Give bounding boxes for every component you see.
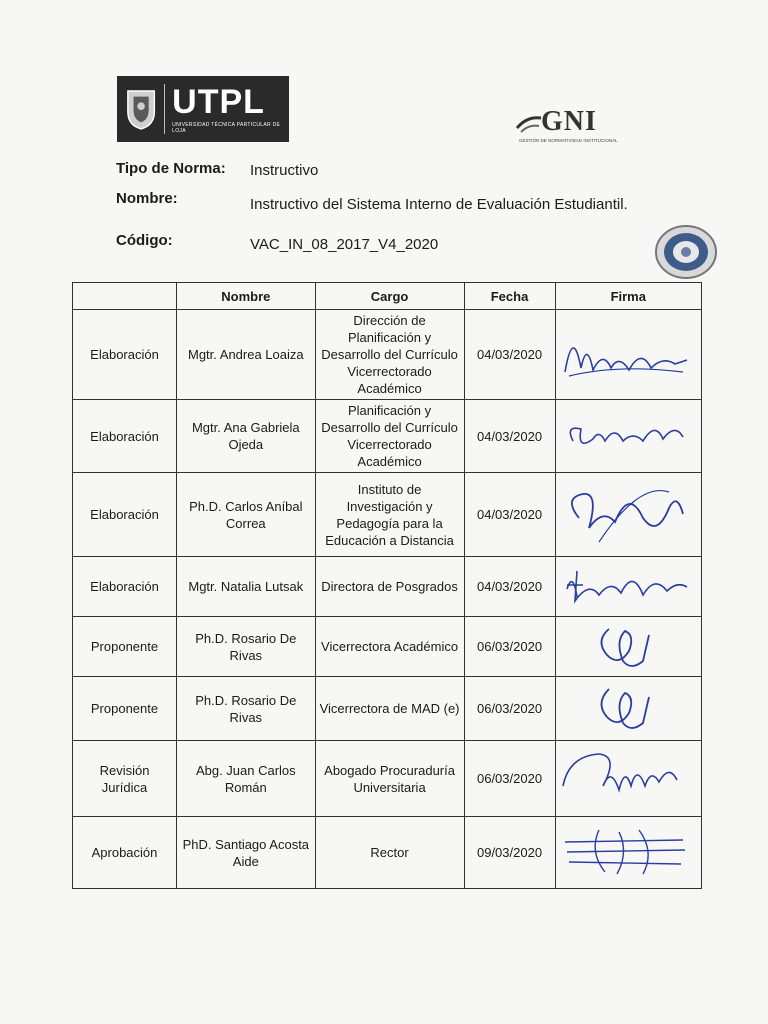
header-firma: Firma bbox=[555, 283, 701, 310]
table-row bbox=[73, 817, 702, 889]
table-row bbox=[73, 617, 702, 677]
table-row bbox=[73, 741, 702, 817]
cell-fecha: 04/03/2020 bbox=[464, 400, 555, 473]
signature-icon bbox=[559, 478, 693, 552]
cell-rol: Elaboración bbox=[73, 557, 177, 617]
table-header-row bbox=[73, 283, 702, 310]
cell-fecha: 06/03/2020 bbox=[464, 617, 555, 677]
utpl-subtitle: UNIVERSIDAD TÉCNICA PARTICULAR DE LOJA bbox=[172, 121, 281, 134]
cell-firma bbox=[555, 741, 701, 817]
header-nombre: Nombre bbox=[177, 283, 316, 310]
cell-fecha: 04/03/2020 bbox=[464, 310, 555, 400]
utpl-brand-text: UTPL bbox=[172, 82, 265, 121]
tipo-value: Instructivo bbox=[250, 162, 319, 179]
cell-rol: Revisión Jurídica bbox=[73, 741, 177, 817]
header-rol bbox=[73, 283, 177, 310]
cell-rol: Elaboración bbox=[73, 310, 177, 400]
cell-nombre: Ph.D. Carlos Aníbal Correa bbox=[177, 473, 316, 557]
signature-table bbox=[72, 282, 702, 889]
cell-fecha: 09/03/2020 bbox=[464, 817, 555, 889]
cell-cargo: Vicerrectora de MAD (e) bbox=[315, 677, 464, 741]
signature-icon bbox=[559, 561, 693, 613]
table-row bbox=[73, 310, 702, 400]
gni-subtitle: GESTIÓN DE NORMATIVIDAD INSTITUCIONAL bbox=[519, 138, 618, 143]
cell-rol: Elaboración bbox=[73, 400, 177, 473]
signature-icon bbox=[559, 320, 693, 390]
cell-firma bbox=[555, 473, 701, 557]
cell-fecha: 06/03/2020 bbox=[464, 677, 555, 741]
cell-nombre: Ph.D. Rosario De Rivas bbox=[177, 617, 316, 677]
header-fecha: Fecha bbox=[464, 283, 555, 310]
gni-logo bbox=[515, 106, 633, 146]
cell-cargo: Vicerrectora Académico bbox=[315, 617, 464, 677]
gni-swoosh-icon bbox=[515, 112, 543, 136]
cell-rol: Proponente bbox=[73, 677, 177, 741]
cell-cargo: Planificación y Desarrollo del Currículo Vicerrectorado Académico bbox=[315, 400, 464, 473]
cell-firma bbox=[555, 817, 701, 889]
codigo-value: VAC_IN_08_2017_V4_2020 bbox=[250, 236, 439, 253]
cell-rol: Aprobación bbox=[73, 817, 177, 889]
cell-rol: Elaboración bbox=[73, 473, 177, 557]
header-cargo: Cargo bbox=[315, 283, 464, 310]
signature-icon bbox=[559, 621, 693, 673]
institutional-seal-icon bbox=[654, 224, 718, 280]
gni-brand-text: GNI bbox=[541, 106, 597, 137]
tipo-label: Tipo de Norma: bbox=[116, 160, 226, 177]
cell-firma bbox=[555, 617, 701, 677]
table-row bbox=[73, 557, 702, 617]
table-row bbox=[73, 677, 702, 741]
signature-icon bbox=[559, 681, 693, 737]
cell-nombre: Ph.D. Rosario De Rivas bbox=[177, 677, 316, 741]
nombre-label: Nombre: bbox=[116, 190, 178, 207]
nombre-value: Instructivo del Sistema Interno de Evaluación Estudiantil. bbox=[250, 196, 628, 213]
cell-cargo: Dirección de Planificación y Desarrollo del Currículo Vicerrectorado Académico bbox=[315, 310, 464, 400]
cell-cargo: Rector bbox=[315, 817, 464, 889]
signature-icon bbox=[559, 411, 693, 461]
cell-nombre: Abg. Juan Carlos Román bbox=[177, 741, 316, 817]
cell-firma bbox=[555, 557, 701, 617]
cell-cargo: Instituto de Investigación y Pedagogía para la Educación a Distancia bbox=[315, 473, 464, 557]
cell-firma bbox=[555, 677, 701, 741]
cell-firma bbox=[555, 400, 701, 473]
utpl-logo bbox=[117, 76, 289, 142]
cell-cargo: Directora de Posgrados bbox=[315, 557, 464, 617]
codigo-label: Código: bbox=[116, 232, 173, 249]
cell-cargo: Abogado Procuraduría Universitaria bbox=[315, 741, 464, 817]
cell-nombre: Mgtr. Ana Gabriela Ojeda bbox=[177, 400, 316, 473]
table-row bbox=[73, 473, 702, 557]
cell-nombre: PhD. Santiago Acosta Aide bbox=[177, 817, 316, 889]
cell-rol: Proponente bbox=[73, 617, 177, 677]
cell-nombre: Mgtr. Natalia Lutsak bbox=[177, 557, 316, 617]
cell-firma bbox=[555, 310, 701, 400]
table-row bbox=[73, 400, 702, 473]
cell-fecha: 04/03/2020 bbox=[464, 473, 555, 557]
cell-fecha: 06/03/2020 bbox=[464, 741, 555, 817]
signature-icon bbox=[559, 746, 693, 812]
cell-fecha: 04/03/2020 bbox=[464, 557, 555, 617]
utpl-crest-icon bbox=[125, 86, 157, 132]
signature-icon bbox=[559, 822, 693, 884]
cell-nombre: Mgtr. Andrea Loaiza bbox=[177, 310, 316, 400]
